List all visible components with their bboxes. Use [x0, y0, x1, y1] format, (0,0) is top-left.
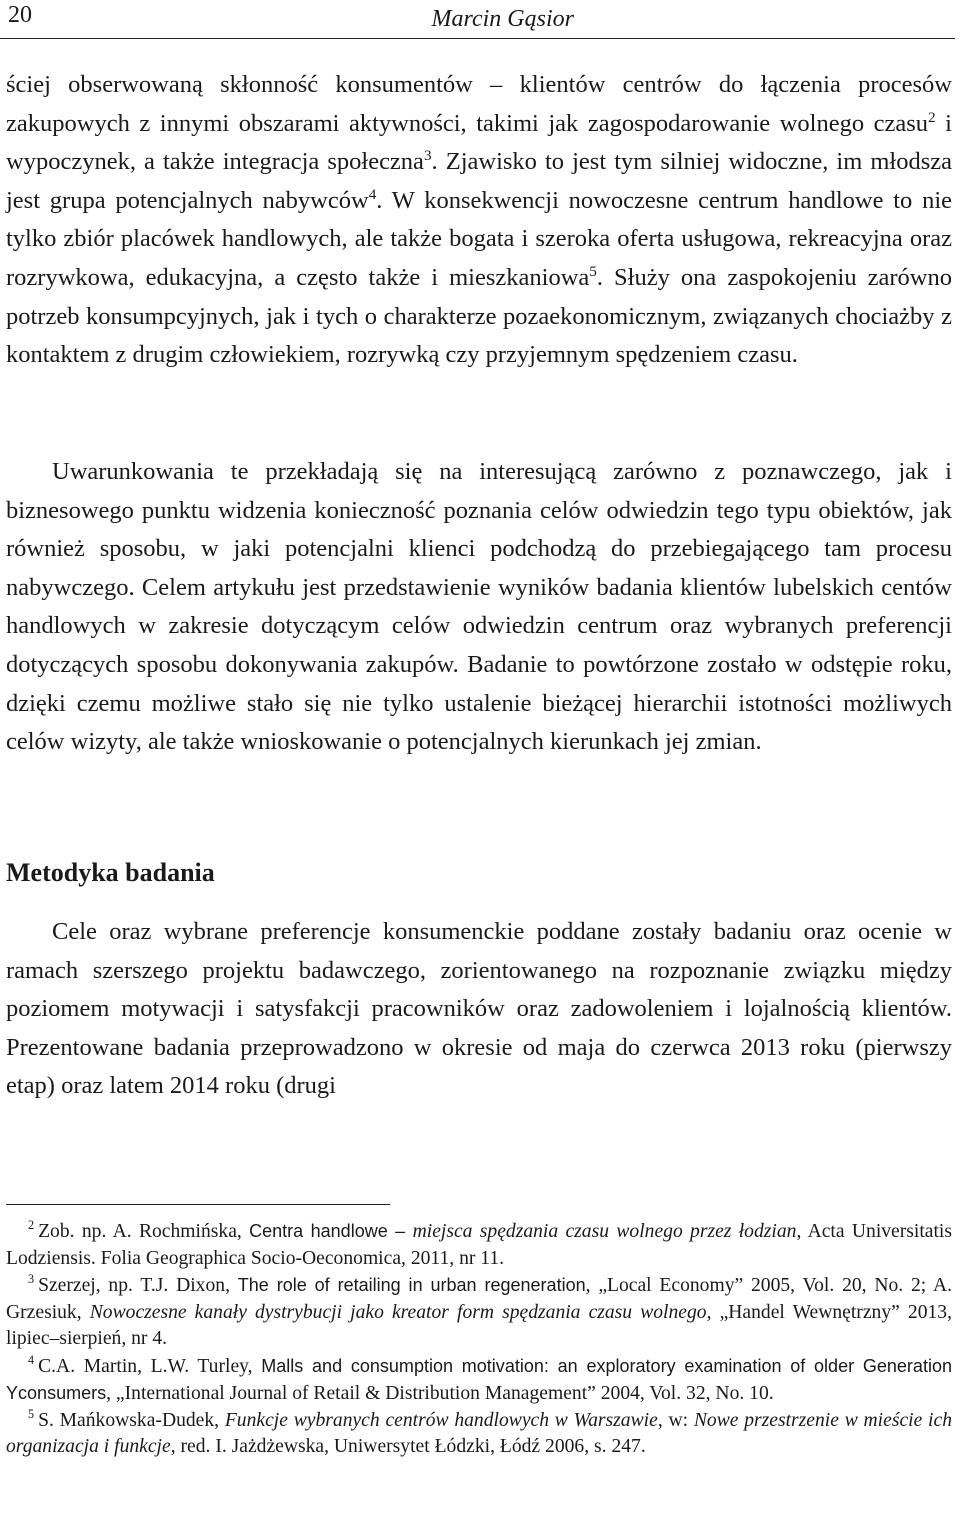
footnote-text: , „Local Economy” 2005, Vol. 20, No. 2; A. Grzesiuk, [6, 1275, 952, 1323]
footnote-title: The role of retailing in urban regeneration [237, 1275, 586, 1295]
footnote [6, 1218, 952, 1272]
text-run: ściej obserwowaną skłonność konsumentów – klientów centrów do łączenia procesów zakupowych z innymi obszarami aktywności, takimi jak zagospodarowanie wolnego czasu [6, 71, 952, 137]
section-heading: Metodyka badania [6, 858, 215, 887]
footnote-text: S. Mańkowska-Dudek, [38, 1409, 225, 1431]
footnote-text: Szerzej, np. T.J. Dixon, [38, 1275, 238, 1296]
footnote-text: , w: [657, 1409, 694, 1431]
footnote-ref: 2 [928, 108, 936, 126]
paragraph-3: Cele oraz wybrane preferencje konsumenckie poddane zostały badaniu oraz ocenie w ramach szerszego projektu badawczego, zorientowanego na rozpoznanie związku między poziomem motywacji i satysfakcji pracowników oraz zadowoleniem i lojalnością klientów. Prezentowane badania przeprowadzono w okresie od maja do czerwca 2013 roku (pierwszy etap) oraz latem 2014 roku (drugi [6, 918, 952, 1100]
footnote-number: 2 [28, 1218, 35, 1233]
footnote-number: 5 [28, 1406, 35, 1421]
footnote-ref: 4 [368, 185, 377, 203]
footnote-text: , Acta Universitatis Lodziensis. Folia Geographica Socio-Oeconomica, 2011, nr 11. [6, 1221, 953, 1269]
footnote-ref: 5 [589, 262, 597, 280]
footnote-text: Zob. np. A. Rochmińska, [38, 1221, 250, 1242]
header-rule [0, 38, 955, 39]
footnote-text: Centra handlowe – [249, 1221, 413, 1241]
footnote-text: , „Handel Wewnętrzny” 2013, lipiec–sierpień, nr 4. [6, 1301, 952, 1349]
footnote-ref: 3 [423, 147, 432, 165]
footnote-rule [6, 1204, 390, 1205]
text-run: . Służy ona zaspokojeniu zarówno potrzeb konsumpcyjnych, jak i tych o charakterze pozaekonomicznym, związanych chociażby z kontaktem z drugim człowiekiem, rozrywką czy przyjemnym spędzeniem czasu. [6, 263, 952, 369]
footnote-title: Funkcje wybranych centrów handlowych w Warszawie [224, 1409, 658, 1431]
footnote-title: Malls and consumption motivation: an exploratory examination of older Generation Yconsumers [6, 1355, 952, 1403]
footnote-number: 4 [28, 1352, 35, 1367]
footnote [6, 1272, 952, 1353]
footnote-number: 3 [28, 1272, 35, 1287]
text-run: . W konsekwencji nowoczesne centrum handlowe to nie tylko zbiór placówek handlowych, ale także bogata i szeroka oferta usługowa, rekreacyjna oraz rozrywkowa, edukacyjna, a często także i mieszkaniowa [6, 186, 953, 291]
footnote-text: C.A. Martin, L.W. Turley, [38, 1355, 262, 1377]
running-head: Marcin Gąsior [431, 6, 574, 32]
footnote [6, 1353, 952, 1408]
footnote [6, 1408, 952, 1461]
footnote-title: Nowe przestrzenie w mieście ich organizacja i funkcje [6, 1409, 952, 1457]
footnote-text: , red. I. Jażdżewska, Uniwersytet Łódzki, Łódź 2006, s. 247. [170, 1436, 646, 1457]
footnote-title: miejsca spędzania czasu wolnego przez łodzian [412, 1221, 797, 1242]
footnote-text: , „International Journal of Retail & Distribution Management” 2004, Vol. 32, No. 10. [106, 1383, 774, 1404]
page-number: 20 [8, 2, 32, 28]
paragraph-2: Uwarunkowania te przekładają się na interesującą zarówno z poznawczego, jak i biznesowego punktu widzenia konieczność poznania celów odwiedzin tego typu obiektów, jak również sposobu, w jaki potencjalni klienci podchodzą do przebiegającego tam procesu nabywczego. Celem artykułu jest przedstawienie wyników badania klientów lubelskich centów handlowych w zakresie dotyczącym celów odwiedzin centrum oraz wybranych preferencji dotyczących sposobu dokonywania zakupów. Badanie to powtórzone zostało w odstępie roku, dzięki czemu możliwe stało się nie tylko ustalenie bieżącej hierarchii istotności możliwych celów wizyty, ale także wnioskowanie o potencjalnych kierunkach jej zmian. [6, 458, 952, 756]
text-run: . Zjawisko to jest tym silniej widoczne, im młodsza jest grupa potencjalnych nabywców [6, 148, 952, 214]
footnote-title: Nowoczesne kanały dystrybucji jako kreator form spędzania czasu wolnego [89, 1301, 707, 1323]
paragraph-1 [6, 66, 952, 375]
footnotes [6, 1218, 952, 1461]
text-run: i wypoczynek, a także integracja społeczna [6, 109, 952, 176]
